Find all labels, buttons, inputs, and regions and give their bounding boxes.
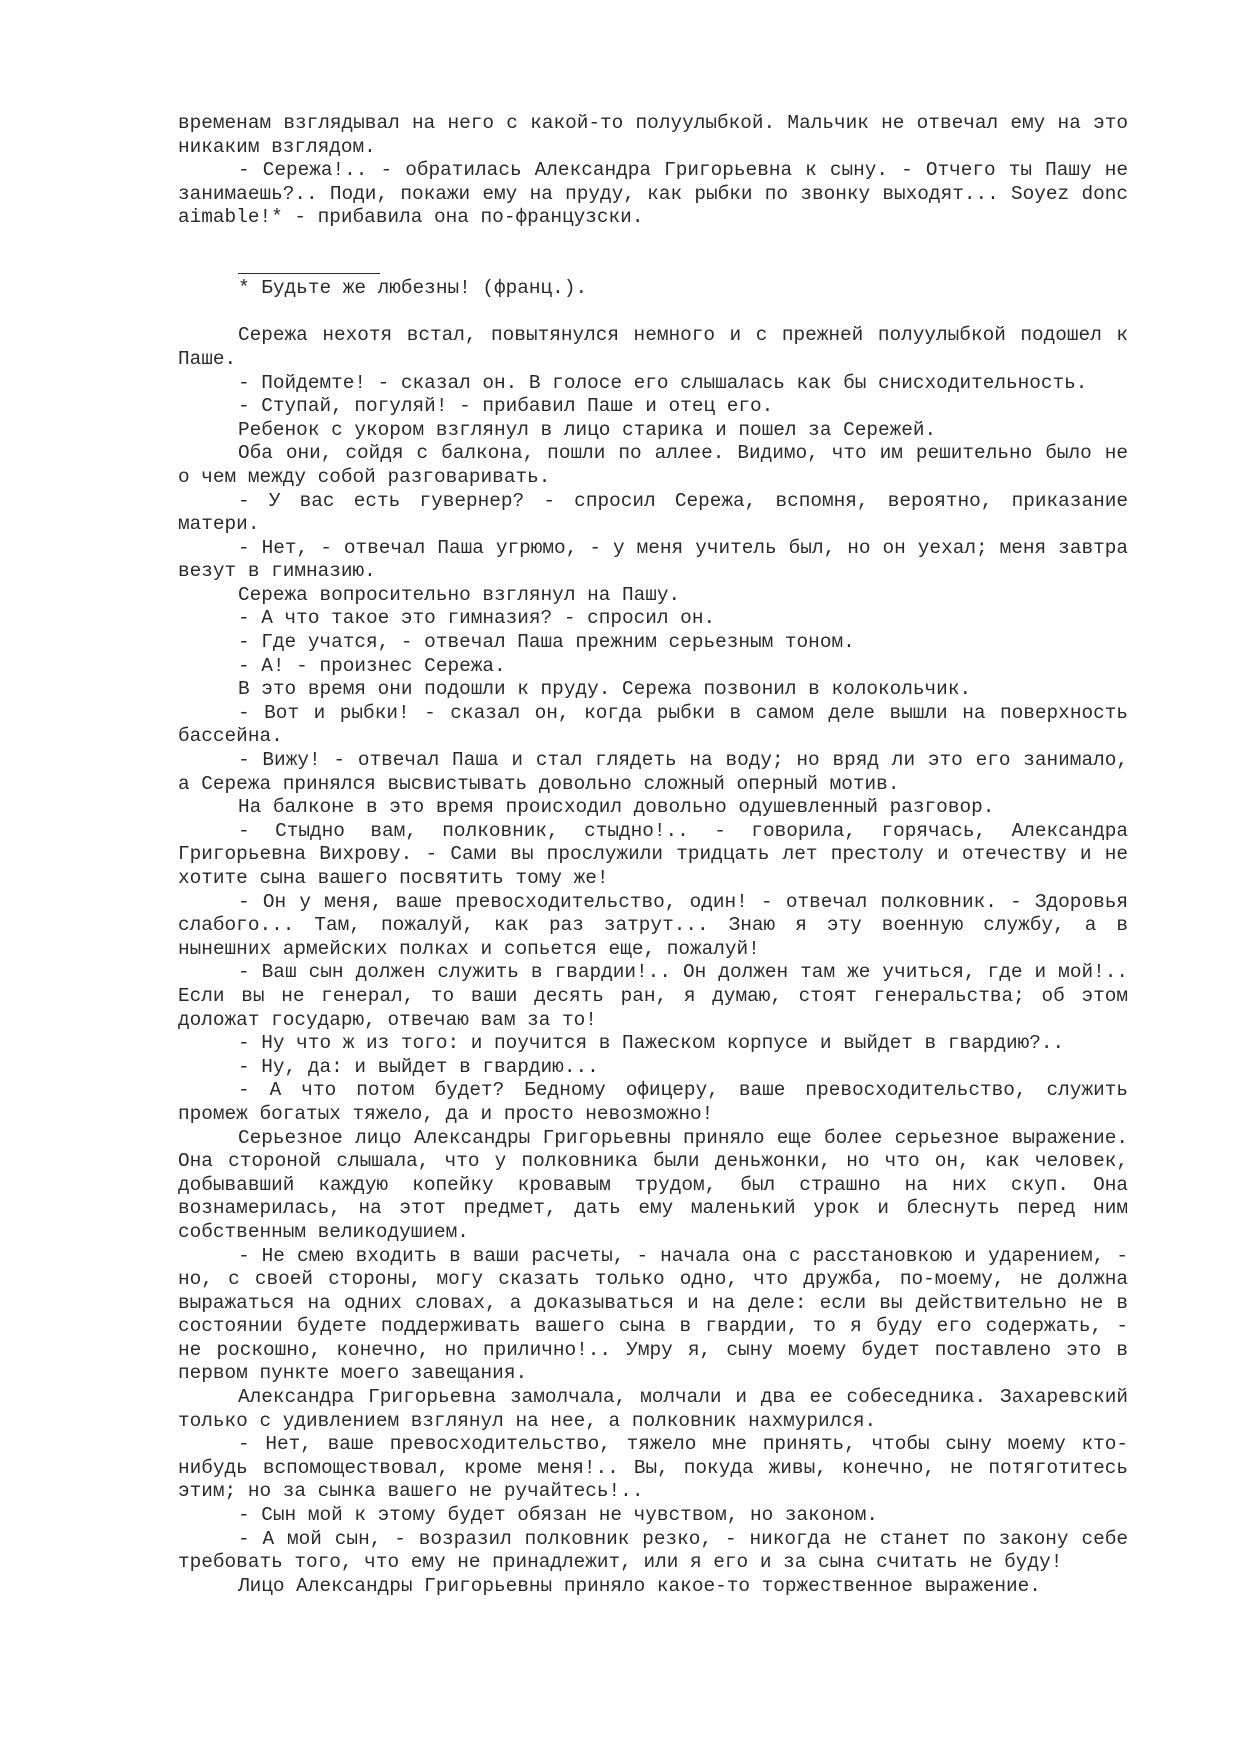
paragraph: - Ну, да: и выйдет в гвардию...	[238, 1055, 599, 1078]
footnote-separator	[238, 254, 380, 278]
paragraph: - Ну что ж из того: и поучится в Пажеском корпусе и выйдет в гвардию?..	[238, 1032, 1065, 1055]
paragraph: На балконе в это время происходил довольно одушевленный разговор.	[238, 796, 995, 819]
blank-line	[178, 301, 1128, 325]
document-text	[178, 112, 1128, 1598]
paragraph: - А! - произнес Сережа.	[238, 654, 506, 677]
paragraph: Александра Григорьевна замолчала, молчали и два ее собеседника. Захаревский только с удивлением взглянул на нее, а полковник нахмурился.	[178, 1386, 1128, 1432]
paragraph: - Ступай, погуляй! - прибавил Паше и отец его.	[238, 395, 774, 418]
paragraph: - Ваш сын должен служить в гвардии!.. Он должен там же учиться, где и мой!.. Если вы не генерал, то ваши десять ран, я думаю, стоят генеральства; об этом доложат государю, отвечаю вам за то!	[178, 961, 1128, 1031]
paragraph: - А мой сын, - возразил полковник резко, - никогда не станет по закону себе требовать того, что ему не принадлежит, или я его и за сына считать не буду!	[178, 1527, 1128, 1574]
paragraph: Сережа нехотя встал, повытянулся немного и с прежней полуулыбкой подошел к Паше.	[178, 324, 1128, 370]
paragraph: - Нет, - отвечал Паша угрюмо, - у меня учитель был, но он уехал; меня завтра везут в гимназию.	[178, 536, 1128, 583]
paragraph: - Он у меня, ваше превосходительство, один! - отвечал полковник. - Здоровья слабого... Там, пожалуй, как раз затрут... Знаю я эту военную службу, а в нынешних армейских полках и сопьется еще, пожалуй!	[178, 890, 1128, 960]
paragraph: Лицо Александры Григорьевны приняло какое-то торжественное выражение.	[238, 1574, 1041, 1597]
paragraph: - Сережа!.. - обратилась Александра Григорьевна к сыну. - Отчего ты Пашу не занимаешь?.. Поди, покажи ему на пруду, как рыбки по звонку выходят... Soyez donc aimable!* - прибавила она по-французски.	[178, 159, 1128, 229]
footnote: * Будьте же любезны! (франц.).	[238, 277, 588, 300]
paragraph: - У вас есть гувернер? - спросил Сережа, вспомня, вероятно, приказание матери.	[178, 489, 1128, 536]
paragraph: В это время они подошли к пруду. Сережа позвонил в колокольчик.	[238, 678, 972, 701]
paragraph: - Сын мой к этому будет обязан не чувством, но законом.	[238, 1504, 878, 1527]
paragraph: - Вот и рыбки! - сказал он, когда рыбки в самом деле вышли на поверхность бассейна.	[178, 701, 1128, 748]
paragraph: - А что такое это гимназия? - спросил он.	[238, 607, 716, 630]
paragraph: Ребенок с укором взглянул в лицо старика и пошел за Сережей.	[238, 418, 937, 441]
paragraph: - Вижу! - отвечал Паша и стал глядеть на воду; но вряд ли это его занимало, а Сережа принялся высвистывать довольно сложный оперный мотив.	[178, 749, 1128, 795]
blank-line	[178, 230, 1128, 254]
paragraph: Сережа вопросительно взглянул на Пашу.	[238, 583, 681, 606]
paragraph: - Не смею входить в ваши расчеты, - начала она с расстановкою и ударением, - но, с своей стороны, могу сказать только одно, что дружба, по-моему, не должна выражаться на одних словах, а доказываться и на деле: если вы действительно не в состоянии будете поддерживать вашего сына в гвардии, то я буду его содержать, - не роскошно, конечно, но прилично!.. Умру я, сыну моему будет поставлено это в первом пункте моего завещания.	[178, 1244, 1128, 1385]
paragraph: Оба они, сойдя с балкона, пошли по аллее. Видимо, что им решительно было не о чем между собой разговаривать.	[178, 442, 1128, 488]
paragraph: Серьезное лицо Александры Григорьевны принялo еще более серьезное выражение. Она стороной слышала, что у полковника были деньжонки, но что он, как человек, добывавший каждую копейку кровавым трудом, был страшно на них скуп. Она вознамерилась, на этот предмет, дать ему маленький урок и блеснуть перед ним собственным великодушием.	[178, 1126, 1128, 1243]
paragraph: - Пойдемте! - сказал он. В голосе его слышалась как бы снисходительность.	[238, 371, 1088, 394]
paragraph: - Где учатся, - отвечал Паша прежним серьезным тоном.	[238, 631, 855, 654]
paragraph: - А что потом будет? Бедному офицеру, ваше превосходительство, служить промеж богатых тяжело, да и просто невозможно!	[178, 1079, 1128, 1125]
paragraph: - Стыдно вам, полковник, стыдно!.. - говорила, горячась, Александра Григорьевна Вихрову. - Сами вы прослужили тридцать лет престолу и отечеству и не хотите сына вашего посвятить тому же!	[178, 819, 1128, 889]
paragraph: - Нет, ваше превосходительство, тяжело мне принять, чтобы сыну моему кто-нибудь вспомоществовал, кроме меня!.. Вы, покуда живы, конечно, не потяготитесь этим; но за сынка вашего не ручайтесь!..	[178, 1433, 1128, 1503]
paragraph: временам взглядывал на него с какой-то полуулыбкой. Мальчик не отвечал ему на это никаким взглядом.	[178, 112, 1128, 158]
